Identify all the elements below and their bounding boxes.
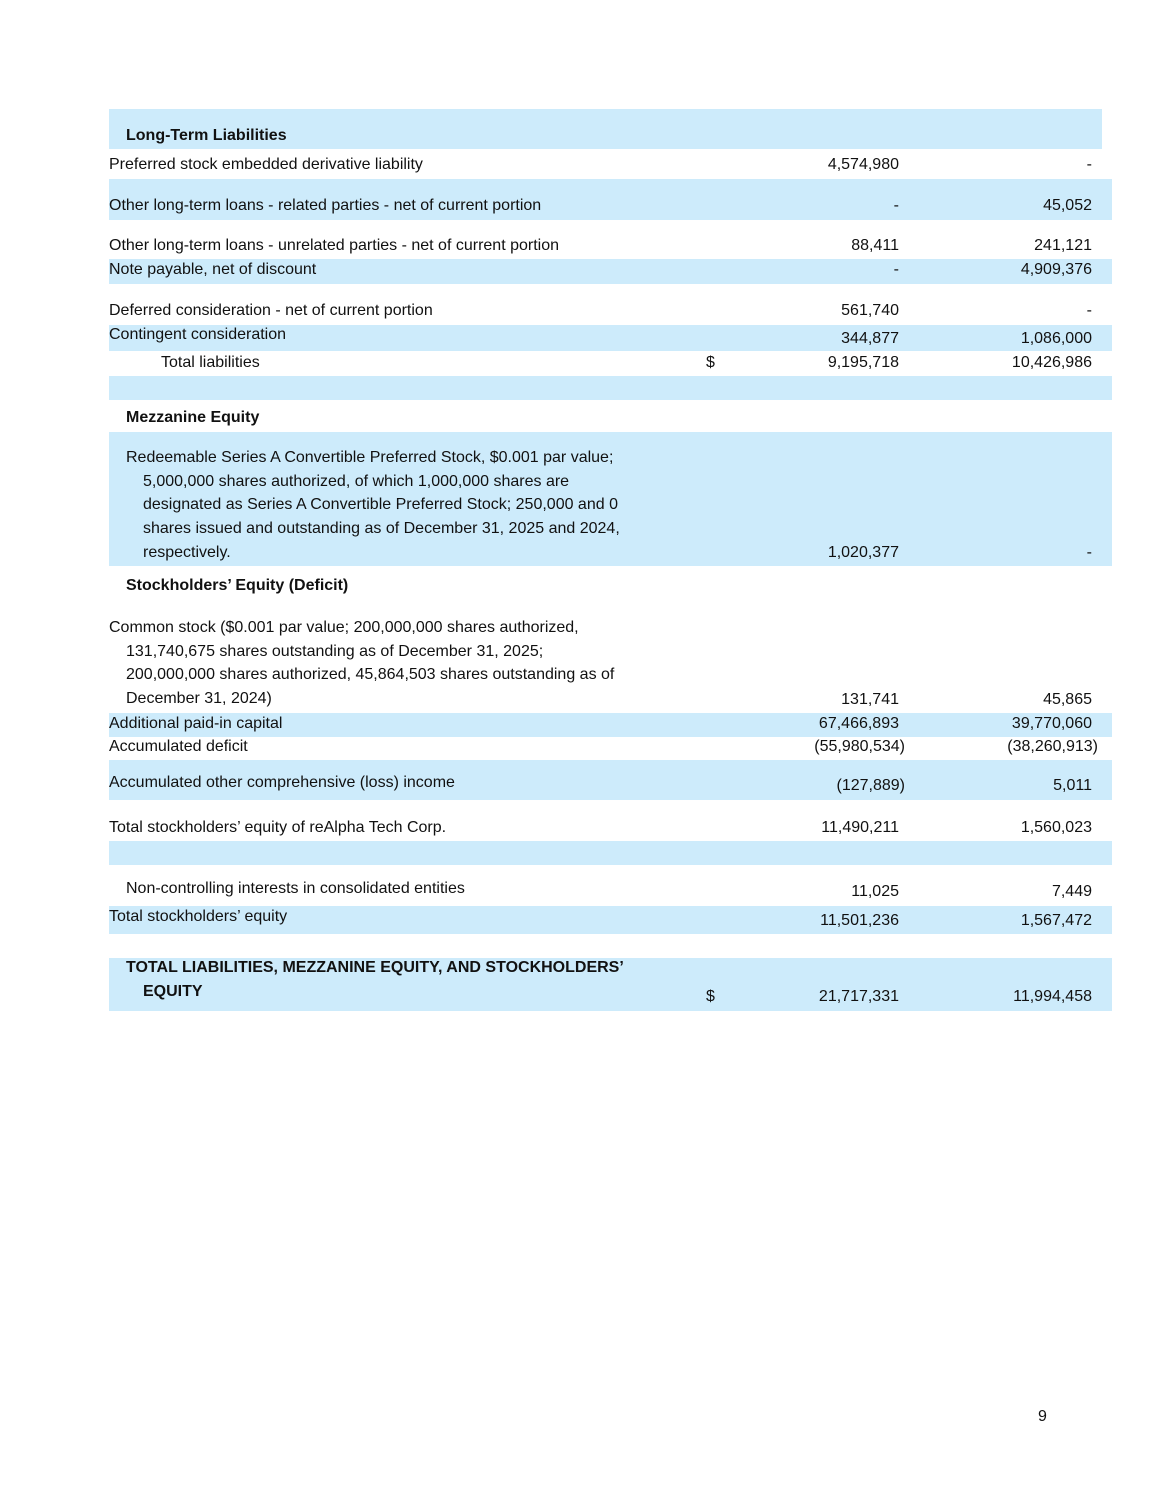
- label-line: December 31, 2024): [126, 690, 272, 708]
- row-label: Non-controlling interests in consolidated entities: [126, 880, 465, 897]
- row-label: Preferred stock embedded derivative liability: [109, 156, 423, 173]
- row-label: Accumulated other comprehensive (loss) income: [109, 774, 455, 791]
- value-2025: -: [893, 261, 899, 278]
- value-2025: 11,501,236: [820, 912, 899, 929]
- table-row: [109, 865, 1112, 906]
- spacer-row: [109, 376, 1112, 400]
- value-2024: 45,052: [1043, 197, 1092, 214]
- table-row: [109, 325, 1112, 351]
- table-row: [109, 284, 1112, 325]
- row-label: Total stockholders’ equity of reAlpha Tech Corp.: [109, 819, 447, 836]
- section-header-mezzanine-equity: [109, 400, 1112, 432]
- value-2025: 11,025: [851, 883, 899, 900]
- value-2024: -: [1086, 302, 1092, 319]
- value-2024: 45,865: [1043, 691, 1092, 708]
- value-2024: (38,260,913): [1007, 738, 1098, 755]
- value-2024: -: [1086, 544, 1092, 561]
- table-row: [109, 259, 1112, 284]
- label-line: 5,000,000 shares authorized, of which 1,000,000 shares are: [143, 472, 570, 490]
- table-row: [109, 432, 1112, 566]
- value-2025: 11,490,211: [821, 819, 899, 836]
- table-row: [109, 149, 1112, 179]
- value-2025: 4,574,980: [827, 156, 899, 173]
- value-2025: (55,980,534): [814, 738, 905, 755]
- table-row: [109, 800, 1112, 841]
- table-row: [109, 179, 1112, 220]
- row-label: Contingent consideration: [109, 326, 287, 343]
- value-2024: -: [1086, 156, 1092, 173]
- row-label: Total stockholders’ equity: [109, 908, 288, 925]
- value-2025: 344,877: [841, 330, 899, 347]
- currency-symbol: $: [706, 988, 715, 1005]
- value-2024: 10,426,986: [1011, 354, 1092, 371]
- section-header-stockholders-equity: [109, 566, 1112, 606]
- value-2025: 67,466,893: [818, 715, 899, 732]
- value-2025: 9,195,718: [827, 354, 899, 371]
- row-label: Other long-term loans - unrelated parties - net of current portion: [109, 237, 559, 254]
- value-2024: 5,011: [1053, 777, 1092, 794]
- value-2025: 131,741: [841, 691, 899, 708]
- row-label: [126, 446, 620, 565]
- row-label: Total liabilities: [161, 354, 260, 371]
- table-row: [109, 906, 1112, 934]
- section-header-long-term-liabilities: [109, 109, 1102, 149]
- row-label: Deferred consideration - net of current portion: [109, 302, 433, 319]
- value-2025: 561,740: [841, 302, 899, 319]
- table-row: [109, 220, 1112, 259]
- total-row: [109, 351, 1112, 376]
- value-2025: 88,411: [851, 237, 899, 254]
- page-number: 9: [1038, 1408, 1047, 1425]
- grand-total-row: [109, 958, 1112, 1011]
- spacer-row: [109, 841, 1112, 865]
- label-line: Redeemable Series A Convertible Preferred Stock, $0.001 par value;: [126, 449, 614, 466]
- row-label: [109, 616, 614, 711]
- value-2025: -: [893, 197, 899, 214]
- section-heading: Long-Term Liabilities: [126, 127, 287, 144]
- value-2024: 7,449: [1051, 883, 1092, 900]
- table-row: [109, 713, 1112, 737]
- table-row: [109, 737, 1112, 760]
- value-2025: (127,889): [836, 777, 905, 794]
- value-2024: 241,121: [1034, 237, 1092, 254]
- table-row: [109, 760, 1112, 800]
- value-2024: 11,994,458: [1013, 988, 1092, 1005]
- value-2024: 1,086,000: [1020, 330, 1092, 347]
- value-2025: 1,020,377: [827, 544, 899, 561]
- row-label: Note payable, net of discount: [109, 261, 317, 278]
- value-2024: 4,909,376: [1020, 261, 1092, 278]
- row-label: Additional paid-in capital: [109, 715, 283, 732]
- currency-symbol: $: [706, 354, 715, 371]
- label-line: respectively.: [143, 543, 231, 561]
- value-2024: 1,560,023: [1020, 819, 1092, 836]
- label-line: 200,000,000 shares authorized, 45,864,503 shares outstanding as of: [126, 666, 615, 684]
- label-line: shares issued and outstanding as of December 31, 2025 and 2024,: [143, 520, 620, 538]
- section-heading: Stockholders’ Equity (Deficit): [126, 577, 349, 594]
- section-heading: Mezzanine Equity: [126, 409, 260, 426]
- grand-total-label-line2: EQUITY: [143, 983, 203, 1000]
- label-line: 131,740,675 shares outstanding as of December 31, 2025;: [126, 642, 544, 660]
- table-row: [109, 606, 1112, 713]
- row-label: Other long-term loans - related parties - net of current portion: [109, 197, 542, 214]
- value-2024: 39,770,060: [1011, 715, 1092, 732]
- label-line: Common stock ($0.001 par value; 200,000,000 shares authorized,: [109, 619, 579, 636]
- label-line: designated as Series A Convertible Preferred Stock; 250,000 and 0: [143, 496, 618, 514]
- value-2025: 21,717,331: [818, 988, 899, 1005]
- value-2024: 1,567,472: [1020, 912, 1092, 929]
- row-label: Accumulated deficit: [109, 738, 248, 755]
- grand-total-label-line1: TOTAL LIABILITIES, MEZZANINE EQUITY, AND STOCKHOLDERS’: [126, 959, 624, 976]
